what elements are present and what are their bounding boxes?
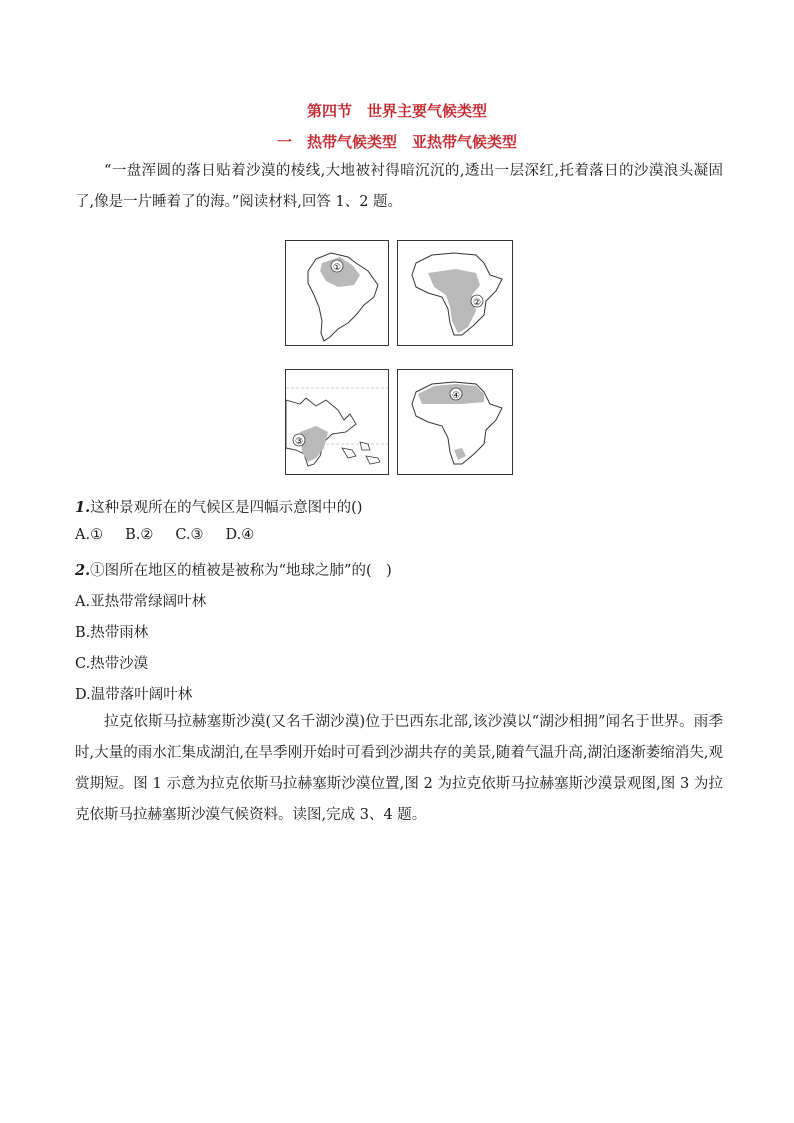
- map-label-4: ④: [451, 391, 461, 401]
- map-africa-south: [397, 240, 513, 346]
- passage-paragraph: 拉克依斯马拉赫塞斯沙漠(又名千湖沙漠)位于巴西东北部,该沙漠以“湖沙相拥”闻名于世界。雨季时,大量的雨水汇集成湖泊,在旱季刚开始时可看到沙湖共存的美景,随着气温升高,湖泊逐渐萎缩消失,观赏期短。图 1 示意为拉克依斯马拉赫塞斯沙漠位置,图 2 为拉克依斯马拉赫塞斯沙漠景观图,图 3 为拉克依斯马拉赫塞斯沙漠气候资料。读图,完成 3、4 题。: [75, 714, 723, 823]
- map-africa-north: [397, 369, 513, 475]
- question-2-stem: ①图所在地区的植被是被称为“地球之肺”的( ): [90, 563, 392, 579]
- map-south-america: [285, 240, 389, 346]
- q1-option-d[interactable]: D.④: [225, 527, 255, 543]
- question-1: [75, 496, 362, 517]
- map-southeast-asia: [285, 369, 389, 475]
- question-1-options: [75, 527, 276, 543]
- q2-option-d[interactable]: D.温带落叶阔叶林: [75, 687, 193, 703]
- q2-option-b[interactable]: B.热带雨林: [75, 625, 149, 641]
- question-1-stem: 这种景观所在的气候区是四幅示意图中的(): [90, 500, 363, 516]
- question-2-number: 2.: [75, 562, 91, 579]
- islands: [342, 442, 380, 464]
- q2-option-a[interactable]: A.亚热带常绿阔叶林: [75, 594, 207, 610]
- section-title: 第四节 世界主要气候类型: [306, 102, 487, 120]
- map-label-2: ②: [472, 298, 482, 308]
- question-1-number: 1.: [75, 499, 91, 516]
- q1-option-a[interactable]: A.①: [75, 527, 104, 543]
- map-label-3: ③: [294, 437, 304, 447]
- q1-option-b[interactable]: B.②: [125, 527, 154, 543]
- map-label-1: ①: [332, 263, 342, 273]
- region-3-shade: [300, 426, 328, 462]
- q2-option-c[interactable]: C.热带沙漠: [75, 656, 149, 672]
- subsection-title: 一 热带气候类型 亚热带气候类型: [276, 133, 517, 151]
- intro-paragraph: “一盘浑圆的落日贴着沙漠的棱线,大地被衬得暗沉沉的,透出一层深红,托着落日的沙漠浪头凝固了,像是一片睡着了的海。”阅读材料,回答 1、2 题。: [75, 163, 723, 210]
- q1-option-c[interactable]: C.③: [175, 527, 204, 543]
- question-2: [75, 559, 392, 580]
